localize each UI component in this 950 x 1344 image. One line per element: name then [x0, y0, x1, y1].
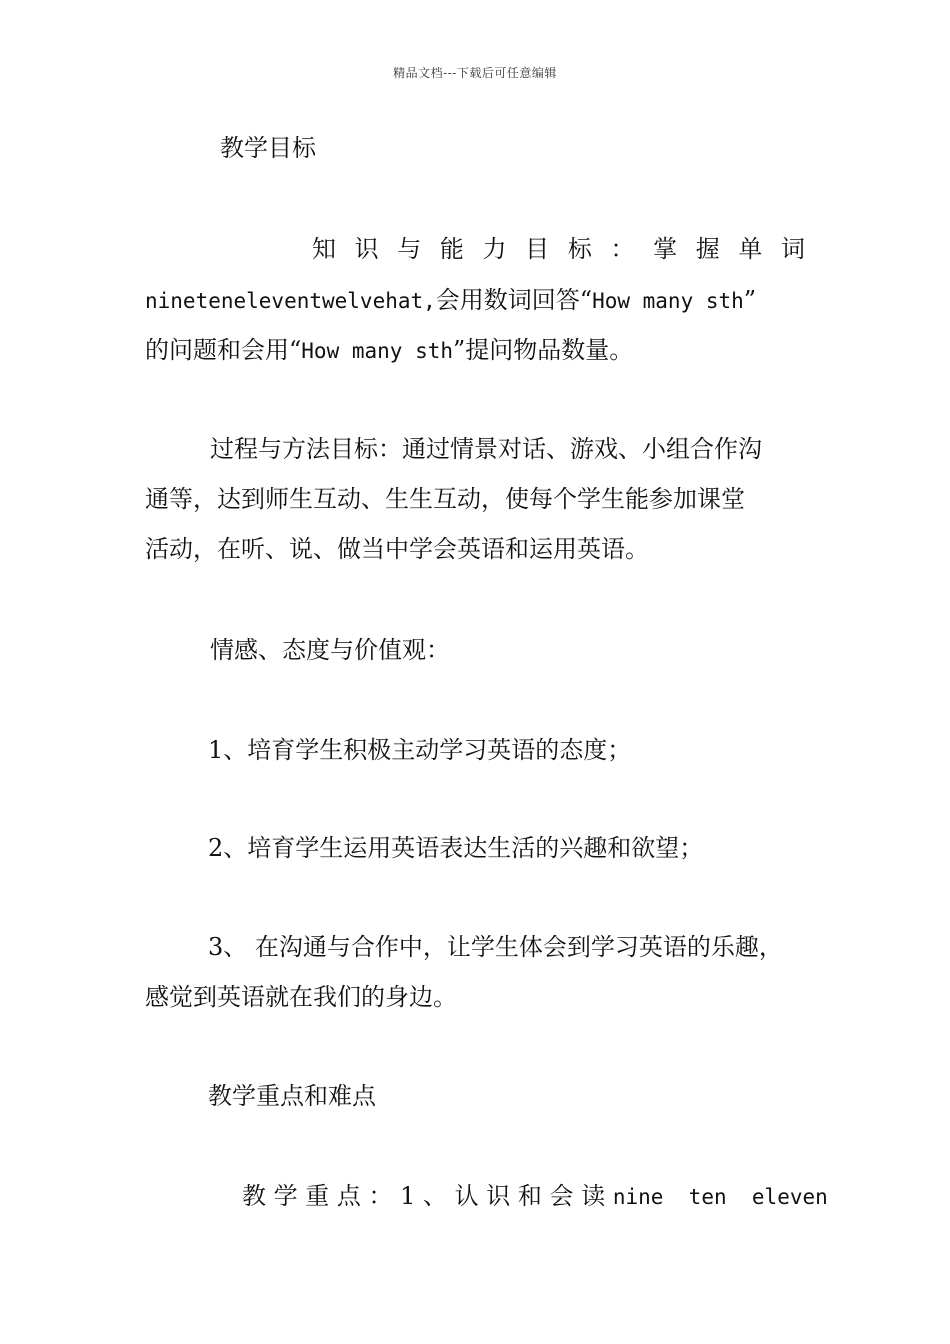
knowledge-text: 会用数词回答“: [435, 286, 593, 314]
knowledge-objective-line-1: 知 识 与 能 力 目 标 ： 掌 握 单 词: [312, 235, 805, 263]
knowledge-text: ”提问物品数量。: [453, 336, 634, 364]
heading-teaching-objectives: 教学目标: [220, 134, 316, 162]
word-list: nineteneleventwelvehat,: [145, 289, 436, 313]
key-words: nine ten eleven: [612, 1185, 828, 1209]
page-header: 精品文档---下载后可任意编辑: [393, 66, 557, 80]
process-objective-line-3: 活动，在听、说、做当中学会英语和运用英语。: [145, 535, 649, 563]
phrase-how-many: How many sth: [592, 289, 744, 313]
close-quote: ”: [743, 286, 757, 314]
emotion-item-1: 1、培育学生积极主动学习英语的态度；: [208, 736, 632, 764]
knowledge-objective-line-2: [145, 283, 805, 318]
emotion-item-2: 2、培育学生运用英语表达生活的兴趣和欲望；: [208, 834, 704, 862]
phrase-how-many: How many sth: [301, 339, 453, 363]
emotion-item-3-line-2: 感觉到英语就在我们的身边。: [145, 983, 457, 1011]
knowledge-text: 的问题和会用“: [145, 336, 302, 364]
emotion-objective-heading: 情感、态度与价值观：: [210, 636, 450, 664]
key-points-text: 教 学 重 点 ： 1 、 认 识 和 会 读: [242, 1182, 606, 1210]
process-objective-line-1: 过程与方法目标：通过情景对话、游戏、小组合作沟: [210, 435, 762, 463]
process-objective-line-2: 通等，达到师生互动、生生互动，使每个学生能参加课堂: [145, 485, 745, 513]
key-points-line-1: [242, 1179, 828, 1214]
heading-key-points: 教学重点和难点: [208, 1082, 376, 1110]
emotion-item-3-line-1: 3、 在沟通与合作中，让学生体会到学习英语的乐趣，: [208, 933, 783, 961]
knowledge-objective-line-3: [145, 333, 805, 368]
